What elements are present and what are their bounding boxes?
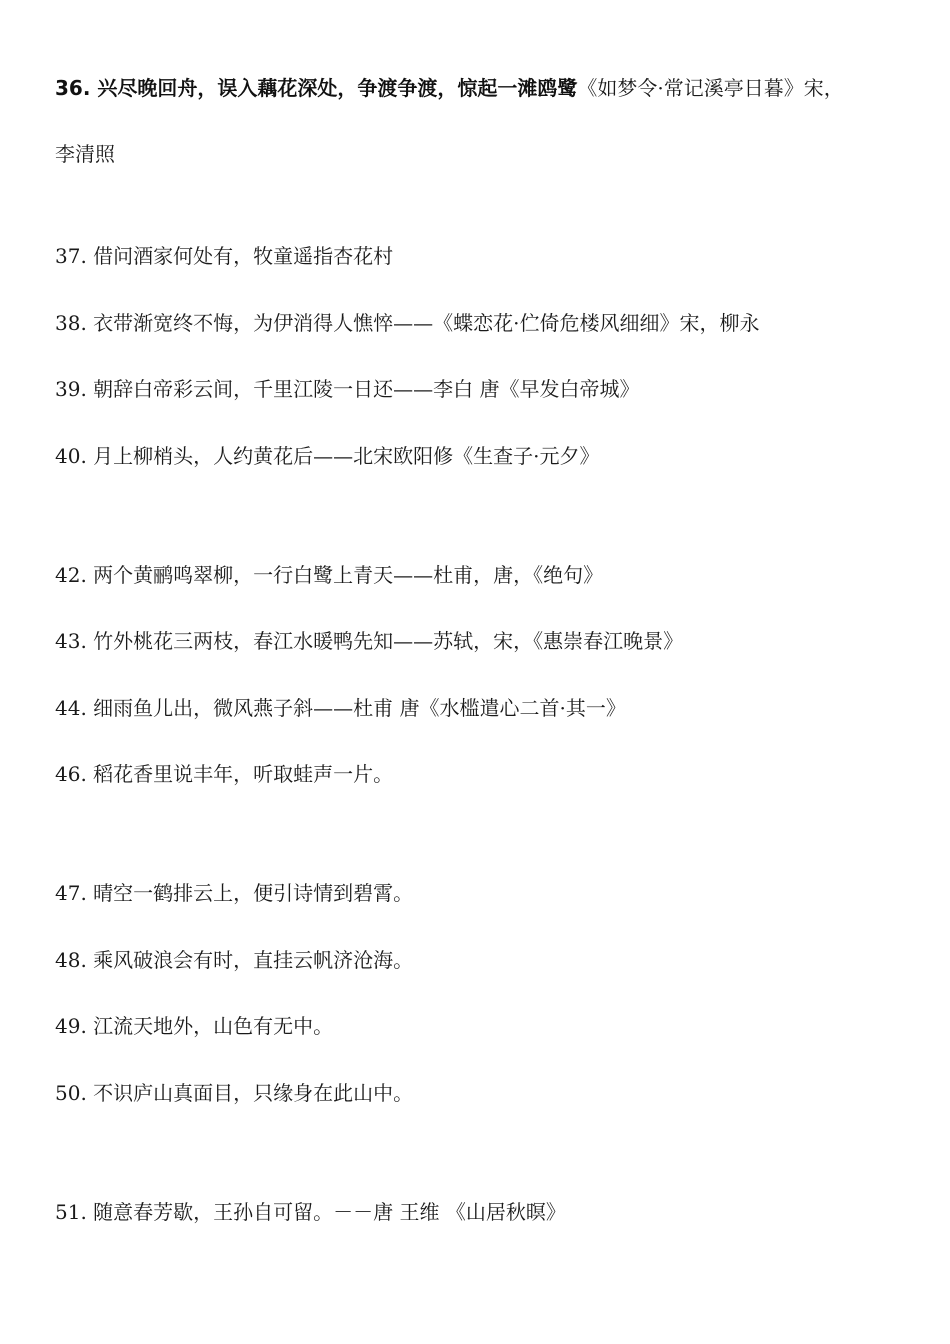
poem-line-46: 46. 稻花香里说丰年，听取蛙声一片。: [55, 762, 394, 786]
poem-line-37: 37. 借问酒家何处有，牧童遥指杏花村: [55, 244, 394, 268]
poem-source-36: 《如梦令·常记溪亭日暮》宋，: [577, 76, 844, 100]
poem-line-38: 38. 衣带渐宽终不悔，为伊消得人憔悴——《蝶恋花·伫倚危楼风细细》宋，柳永: [55, 311, 760, 335]
poem-line-36: [55, 75, 844, 101]
poem-text-36: 36. 兴尽晚回舟，误入藕花深处，争渡争渡，惊起一滩鸥鹭: [55, 76, 578, 100]
poem-line-42: 42. 两个黄鹂鸣翠柳，一行白鹭上青天——杜甫，唐，《绝句》: [55, 563, 604, 587]
poem-line-47: 47. 晴空一鹤排云上，便引诗情到碧霄。: [55, 881, 414, 905]
poem-line-44: 44. 细雨鱼儿出，微风燕子斜——杜甫 唐《水槛遣心二首·其一》: [55, 696, 626, 720]
poem-line-48: 48. 乘风破浪会有时，直挂云帆济沧海。: [55, 948, 414, 972]
poem-line-39: 39. 朝辞白帝彩云间，千里江陵一日还——李白 唐《早发白帝城》: [55, 377, 640, 401]
poem-line-43: 43. 竹外桃花三两枝，春江水暖鸭先知——苏轼，宋，《惠崇春江晚景》: [55, 629, 684, 653]
poem-line-40: 40. 月上柳梢头，人约黄花后——北宋欧阳修《生查子·元夕》: [55, 444, 600, 468]
poem-line-49: 49. 江流天地外，山色有无中。: [55, 1014, 334, 1038]
poem-line-50: 50. 不识庐山真面目，只缘身在此山中。: [55, 1081, 414, 1105]
poem-line-36-continuation: 李清照: [55, 142, 115, 166]
poem-line-51: 51. 随意春芳歇，王孙自可留。－－唐 王维 《山居秋暝》: [55, 1200, 566, 1224]
